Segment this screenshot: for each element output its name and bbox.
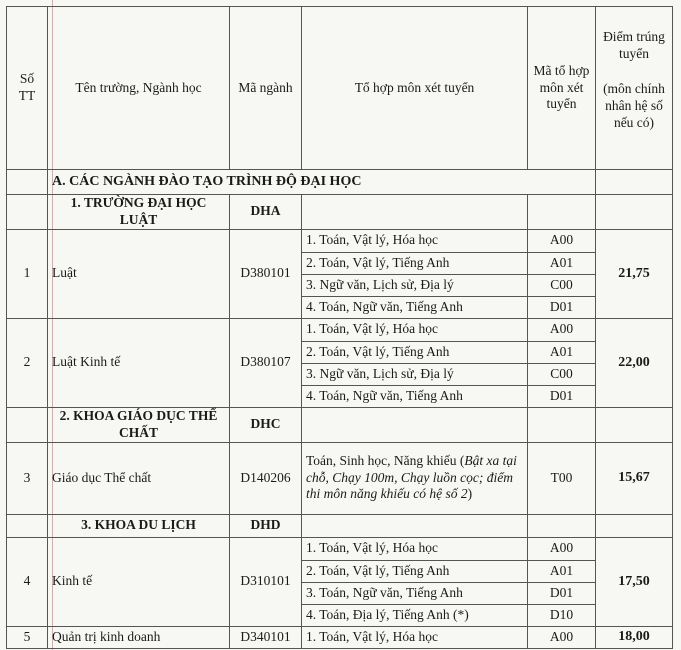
- school-name: 3. KHOA DU LỊCH: [48, 514, 230, 537]
- program-name: Kinh tế: [48, 537, 230, 626]
- combo-code: A00: [528, 229, 596, 252]
- combo-code: D01: [528, 582, 596, 604]
- combo-subjects: 1. Toán, Vật lý, Hóa học: [302, 537, 528, 560]
- header-ten-truong: Tên trường, Ngành học: [48, 7, 230, 170]
- program-score: 21,75: [596, 229, 673, 318]
- combo-subjects: 1. Toán, Vật lý, Hóa học: [302, 626, 528, 648]
- combo-code: A00: [528, 318, 596, 341]
- program-name: Luật Kinh tế: [48, 318, 230, 407]
- combo-code: D01: [528, 296, 596, 318]
- combo-code: A01: [528, 341, 596, 363]
- school-name: 1. TRƯỜNG ĐẠI HỌC LUẬT: [48, 195, 230, 230]
- combo-code: T00: [528, 442, 596, 514]
- combo-code: A00: [528, 626, 596, 648]
- combo-subjects: 2. Toán, Vật lý, Tiếng Anh: [302, 560, 528, 582]
- combo-subjects: 1. Toán, Vật lý, Hóa học: [302, 229, 528, 252]
- header-stt: Số TT: [7, 7, 48, 170]
- header-ma-to-hop: Mã tổ hợp môn xét tuyển: [528, 7, 596, 170]
- combo-italic-text: Bật xa tại chỗ, Chạy 100m, Chạy luồn cọc; điểm thi môn năng khiếu có hệ số 2: [306, 452, 517, 502]
- program-code: D380101: [230, 229, 302, 318]
- combo-subjects: 2. Toán, Vật lý, Tiếng Anh: [302, 341, 528, 363]
- header-to-hop: Tổ hợp môn xét tuyển: [302, 7, 528, 170]
- combo-code: D10: [528, 604, 596, 626]
- program-score: 22,00: [596, 318, 673, 407]
- program-stt: 5: [7, 626, 48, 648]
- school-code: DHD: [230, 514, 302, 537]
- combo-subjects: 4. Toán, Địa lý, Tiếng Anh (*): [302, 604, 528, 626]
- program-code: D340101: [230, 626, 302, 648]
- combo-subjects: 4. Toán, Ngữ văn, Tiếng Anh: [302, 385, 528, 407]
- program-score: 17,50: [596, 537, 673, 626]
- combo-code: A01: [528, 252, 596, 274]
- program-score: 18,00: [596, 626, 673, 648]
- section-title: A. CÁC NGÀNH ĐÀO TẠO TRÌNH ĐỘ ĐẠI HỌC: [48, 170, 596, 195]
- table-row: [7, 442, 673, 514]
- combo-end-text: ): [467, 486, 473, 502]
- program-name: Giáo dục Thể chất: [48, 442, 230, 514]
- program-stt: 2: [7, 318, 48, 407]
- combo-code: A01: [528, 560, 596, 582]
- combo-code: A00: [528, 537, 596, 560]
- school-name: 2. KHOA GIÁO DỤC THỂ CHẤT: [48, 407, 230, 442]
- program-stt: 4: [7, 537, 48, 626]
- program-name: Luật: [48, 229, 230, 318]
- table-row: [7, 537, 673, 560]
- header-diem-note: (môn chính nhân hệ số nếu có): [603, 80, 665, 130]
- combo-subjects: 3. Ngữ văn, Lịch sử, Địa lý: [302, 274, 528, 296]
- header-diem-main: Điểm trúng tuyển: [603, 29, 665, 61]
- header-diem: [596, 7, 673, 170]
- program-code: D140206: [230, 442, 302, 514]
- combo-main-text: Toán, Sinh học, Năng khiếu (: [306, 452, 465, 468]
- program-code: D380107: [230, 318, 302, 407]
- school-row: [7, 195, 673, 230]
- header-ma-nganh: Mã ngành: [230, 7, 302, 170]
- combo-subjects-nang-khieu: [302, 442, 528, 514]
- combo-code: C00: [528, 363, 596, 385]
- program-code: D310101: [230, 537, 302, 626]
- program-stt: 1: [7, 229, 48, 318]
- school-code: DHA: [230, 195, 302, 230]
- program-score: 15,67: [596, 442, 673, 514]
- combo-code: C00: [528, 274, 596, 296]
- school-row: [7, 407, 673, 442]
- section-row: [7, 170, 673, 195]
- program-name: Quản trị kinh doanh: [48, 626, 230, 648]
- combo-subjects: 3. Toán, Ngữ văn, Tiếng Anh: [302, 582, 528, 604]
- admission-score-table: [6, 6, 673, 649]
- school-row: [7, 514, 673, 537]
- combo-subjects: 4. Toán, Ngữ văn, Tiếng Anh: [302, 296, 528, 318]
- combo-subjects: 2. Toán, Vật lý, Tiếng Anh: [302, 252, 528, 274]
- combo-subjects: 1. Toán, Vật lý, Hóa học: [302, 318, 528, 341]
- school-code: DHC: [230, 407, 302, 442]
- combo-code: D01: [528, 385, 596, 407]
- table-row: [7, 229, 673, 252]
- table-row: [7, 626, 673, 648]
- combo-subjects: 3. Ngữ văn, Lịch sử, Địa lý: [302, 363, 528, 385]
- table-header-row: [7, 7, 673, 170]
- table-row: [7, 318, 673, 341]
- program-stt: 3: [7, 442, 48, 514]
